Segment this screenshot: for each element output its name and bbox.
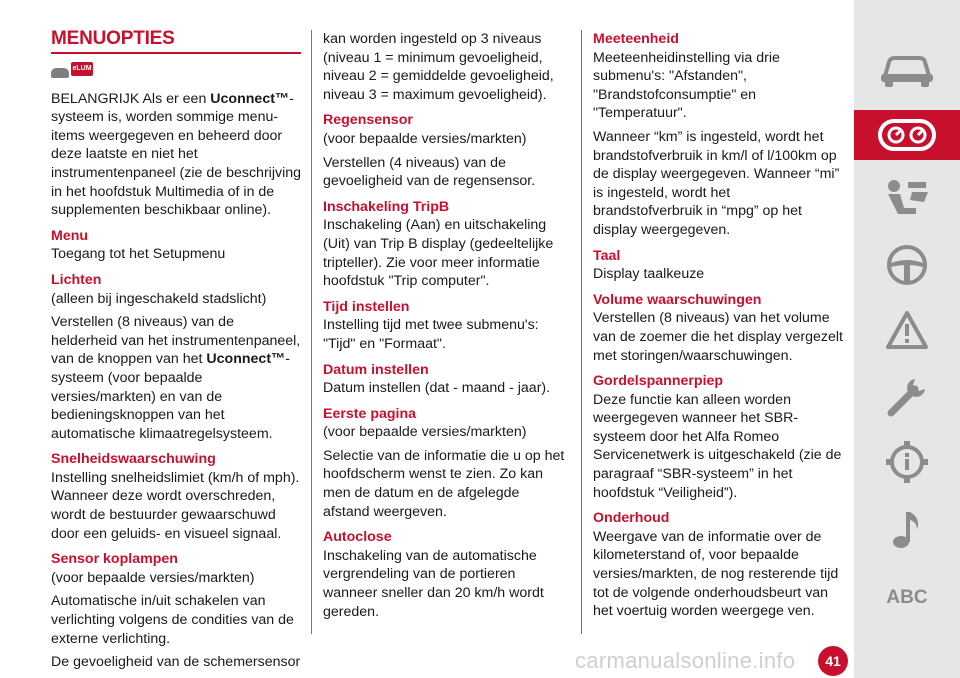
heading-onderhoud: Onderhoud xyxy=(593,510,670,527)
car-icon[interactable] xyxy=(854,45,960,95)
heading-tijd-instellen: Tijd instellen xyxy=(323,298,410,315)
heading-autoclose: Autoclose xyxy=(323,529,392,546)
elum-badge: eLUM xyxy=(71,62,93,76)
gear-info-icon[interactable] xyxy=(854,437,960,487)
text-sensor-levels: kan worden ingesteld op 3 niveaus (niveau 1 = minimum gevoeligheid, niveau 2 = gemiddelde gevoeligheid, niveau 3 = maximum gevoeligheid). xyxy=(323,31,554,103)
heading-regensensor: Regensensor xyxy=(323,112,413,129)
intro-paragraph: BELANGRIJK Als er een Uconnect™-systeem is, worden sommige menu-items weergegeven en beheerd door deze laatste en niet het instrumentenpaneel (zie de beschrijving in het hoofdstuk Multimedia of in de supplementen beschikbaar online). xyxy=(51,90,301,219)
text-volume-waarschuwingen: Verstellen (8 niveaus) van het volume van de zoemer die het display vergezelt met storingen/waarschuwingen. xyxy=(593,310,843,364)
text-lichten: Verstellen (8 niveaus) van de helderheid van het instrumentenpaneel, van de knoppen van het Uconnect™-systeem (voor bepaalde versies/markten) en van de bedieningsknoppen van het automatische klimaatregelsysteem. xyxy=(51,314,301,442)
column-middle xyxy=(323,30,569,626)
text-gordelspannerpiep: Deze functie kan alleen worden weergegeven wanneer het SBR-systeem door het Alfa Romeo Servicenetwerk is uitgeschakeld (zie de paragraaf “SBR-systeem” in het hoofdstuk “Veiligheid”). xyxy=(593,391,842,501)
text-onderhoud: Weergave van de informatie over de kilometerstand of, voor bepaalde versies/markten, de nog resterende tijd tot de volgende onderhoudsbeurt van het voertuig worden weergege ven. xyxy=(593,528,839,620)
warning-triangle-icon[interactable] xyxy=(854,305,960,355)
version-badges xyxy=(51,62,301,84)
wrench-icon[interactable] xyxy=(854,372,960,422)
heading-taal: Taal xyxy=(593,247,621,264)
car-badge-icon xyxy=(51,68,69,78)
column-divider xyxy=(311,30,312,634)
watermark: carmanualsonline.info xyxy=(575,648,796,673)
column-left xyxy=(51,30,301,677)
text-meeteenheid-detail: Wanneer “km” is ingesteld, wordt het brandstofverbruik in km/l of l/100km op de display weergegeven. Wanneer “mi” is ingesteld, wordt het brandstofverbruik in “mpg” op het display weergegeven. xyxy=(593,128,840,238)
heading-datum-instellen: Datum instellen xyxy=(323,361,429,378)
heading-eerste-pagina: Eerste pagina xyxy=(323,405,417,422)
column-divider xyxy=(581,30,582,634)
chapter-sidebar xyxy=(854,0,960,678)
text-datum-instellen: Datum instellen (dat - maand - jaar). xyxy=(323,380,551,397)
page-number: 41 xyxy=(818,646,848,676)
text-menu: Toegang tot het Setupmenu xyxy=(51,246,226,263)
text-regensensor: Verstellen (4 niveaus) van de gevoeligheid van de regensensor. xyxy=(323,154,536,190)
text-regensensor-note: (voor bepaalde versies/markten) xyxy=(323,130,527,147)
text-sensor-note: (voor bepaalde versies/markten) xyxy=(51,569,255,586)
heading-meeteenheid: Meeteenheid xyxy=(593,31,679,47)
heading-lichten: Lichten xyxy=(51,271,102,288)
text-lichten-note: (alleen bij ingeschakeld stadslicht) xyxy=(51,290,267,307)
section-title: MENUOPTIES xyxy=(51,30,301,54)
text-tijd-instellen: Instelling tijd met twee submenu's: "Tijd" en "Formaat". xyxy=(323,317,539,352)
heading-snelheidswaarschuwing: Snelheidswaarschuwing xyxy=(51,451,216,468)
text-sensor-koplampen: Automatische in/uit schakelen van verlichting volgens de condities van de externe verlichting. xyxy=(51,593,294,647)
text-meeteenheid: Meeteenheidinstelling via drie submenu's: "Afstanden", "Brandstofconsumptie" en "Temperatuur". xyxy=(593,49,780,122)
text-eerste-pagina-note: (voor bepaalde versies/markten) xyxy=(323,424,527,441)
text-snelheidswaarschuwing: Instelling snelheidslimiet (km/h of mph). Wanneer deze wordt overschreden, wordt de bestuurder gewaarschuwd door een geluids- en visueel signaal. xyxy=(51,469,300,542)
text-sensor-continued: De gevoeligheid van de schemersensor xyxy=(51,654,301,671)
heading-tripb: Inschakeling TripB xyxy=(323,198,450,215)
heading-gordelspannerpiep: Gordelspannerpiep xyxy=(593,373,724,390)
text-autoclose: Inschakeling van de automatische vergrendeling van de portieren wanneer sneller dan 20 km/h wordt gereden. xyxy=(323,547,544,620)
seat-safety-icon[interactable] xyxy=(854,175,960,225)
heading-volume-waarschuwingen: Volume waarschuwingen xyxy=(593,291,762,308)
abc-label: ABC xyxy=(886,587,928,608)
music-note-icon[interactable] xyxy=(854,505,960,555)
heading-sensor-koplampen: Sensor koplampen xyxy=(51,551,178,568)
steering-wheel-icon[interactable] xyxy=(854,240,960,290)
text-eerste-pagina: Selectie van de informatie die u op het hoofdscherm wenst te zien. Zo kan men de datum en de afgelegde afstand weergeven. xyxy=(323,447,565,520)
dashboard-icon[interactable] xyxy=(854,110,960,160)
abc-index-tab[interactable] xyxy=(854,573,960,623)
text-tripb: Inschakeling (Aan) en uitschakeling (Uit) van Trip B display (gedeeltelijke tripteller). Zie voor meer informatie hoofdstuk "Trip computer". xyxy=(323,217,554,290)
text-taal: Display taalkeuze xyxy=(593,266,705,283)
column-right xyxy=(593,30,843,626)
heading-menu: Menu xyxy=(51,227,89,244)
